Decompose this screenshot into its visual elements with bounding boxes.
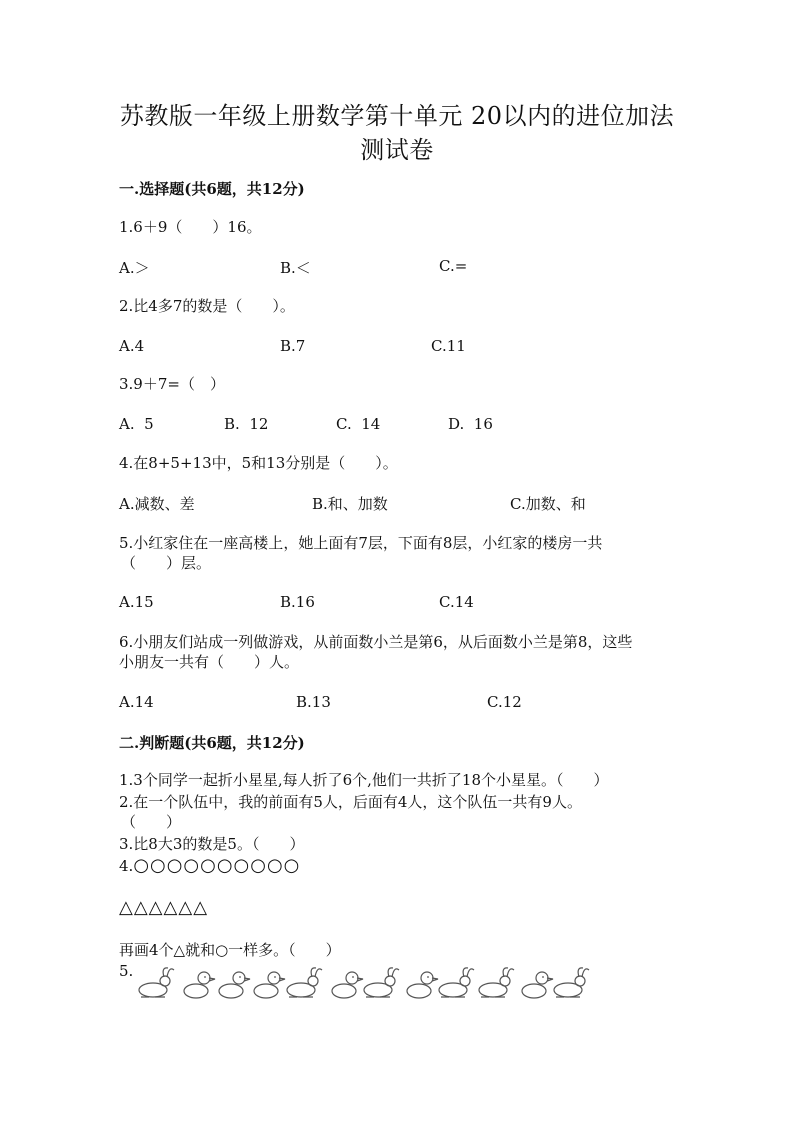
q4-text: 4.在8+5+13中，5和13分别是（ ）。 — [119, 454, 398, 472]
q5-option-b: B.16 — [280, 593, 315, 611]
judge-q1: 1.3个同学一起折小星星,每人折了6个,他们一共折了18个小星星。（ ） — [119, 771, 609, 789]
q5-option-c: C.14 — [439, 593, 474, 611]
q1-option-c: C.= — [439, 257, 468, 275]
q5-text-line1: 5.小红家住在一座高楼上，她上面有7层，下面有8层，小红家的楼房一共 — [119, 534, 603, 552]
q2-option-a: A.4 — [119, 337, 145, 355]
judge-q3: 3.比8大3的数是5。（ ） — [119, 835, 305, 853]
q2-option-c: C.11 — [431, 337, 466, 355]
q5-text-line2: （ ）层。 — [121, 554, 212, 572]
page-title-line2: 测试卷 — [360, 136, 434, 164]
q5-option-a: A.15 — [119, 593, 154, 611]
q6-option-a: A.14 — [119, 693, 154, 711]
q2-text: 2.比4多7的数是（ ）。 — [119, 297, 295, 315]
q6-option-b: B.13 — [296, 693, 331, 711]
q4-option-b: B.和、加数 — [312, 495, 388, 513]
judge-q4-row — [119, 856, 300, 876]
section2-heading: 二.判断题(共6题，共12分) — [119, 734, 305, 752]
q1-option-a: A.＞ — [119, 259, 150, 277]
q3-option-c: C. 14 — [336, 415, 381, 433]
q3-option-d: D. 16 — [448, 415, 493, 433]
judge-q2-line1: 2.在一个队伍中，我的前面有5人，后面有4人，这个队伍一共有9人。 — [119, 793, 582, 811]
q3-option-a: A. 5 — [119, 415, 154, 433]
q4-option-c: C.加数、和 — [510, 495, 586, 513]
section1-heading: 一.选择题(共6题，共12分) — [119, 180, 305, 198]
q4-option-a: A.减数、差 — [119, 495, 195, 513]
q2-option-b: B.7 — [280, 337, 306, 355]
q6-option-c: C.12 — [487, 693, 522, 711]
q1-option-b: B.＜ — [280, 259, 311, 277]
circles-row: ○○○○○○○○○○ — [133, 855, 301, 876]
q3-option-b: B. 12 — [224, 415, 269, 433]
q3-text: 3.9＋7=（ ） — [119, 375, 225, 393]
judge-q4-label: 4. — [119, 857, 134, 875]
judge-q4-text: 再画4个△就和○一样多。（ ） — [119, 941, 341, 959]
q6-text-line2: 小朋友一共有（ ）人。 — [119, 653, 300, 671]
q6-text-line1: 6.小朋友们站成一列做游戏，从前面数小兰是第6，从后面数小兰是第8，这些 — [119, 633, 633, 651]
judge-q5-label: 5. — [119, 962, 134, 980]
q1-text: 1.6＋9（ ）16。 — [119, 218, 262, 236]
triangles-row: △△△△△△ — [119, 897, 209, 918]
judge-q2-line2: （ ） — [121, 813, 182, 831]
animals-row-image — [135, 964, 595, 1004]
page-title-line1: 苏教版一年级上册数学第十单元 20以内的进位加法 — [119, 102, 675, 130]
